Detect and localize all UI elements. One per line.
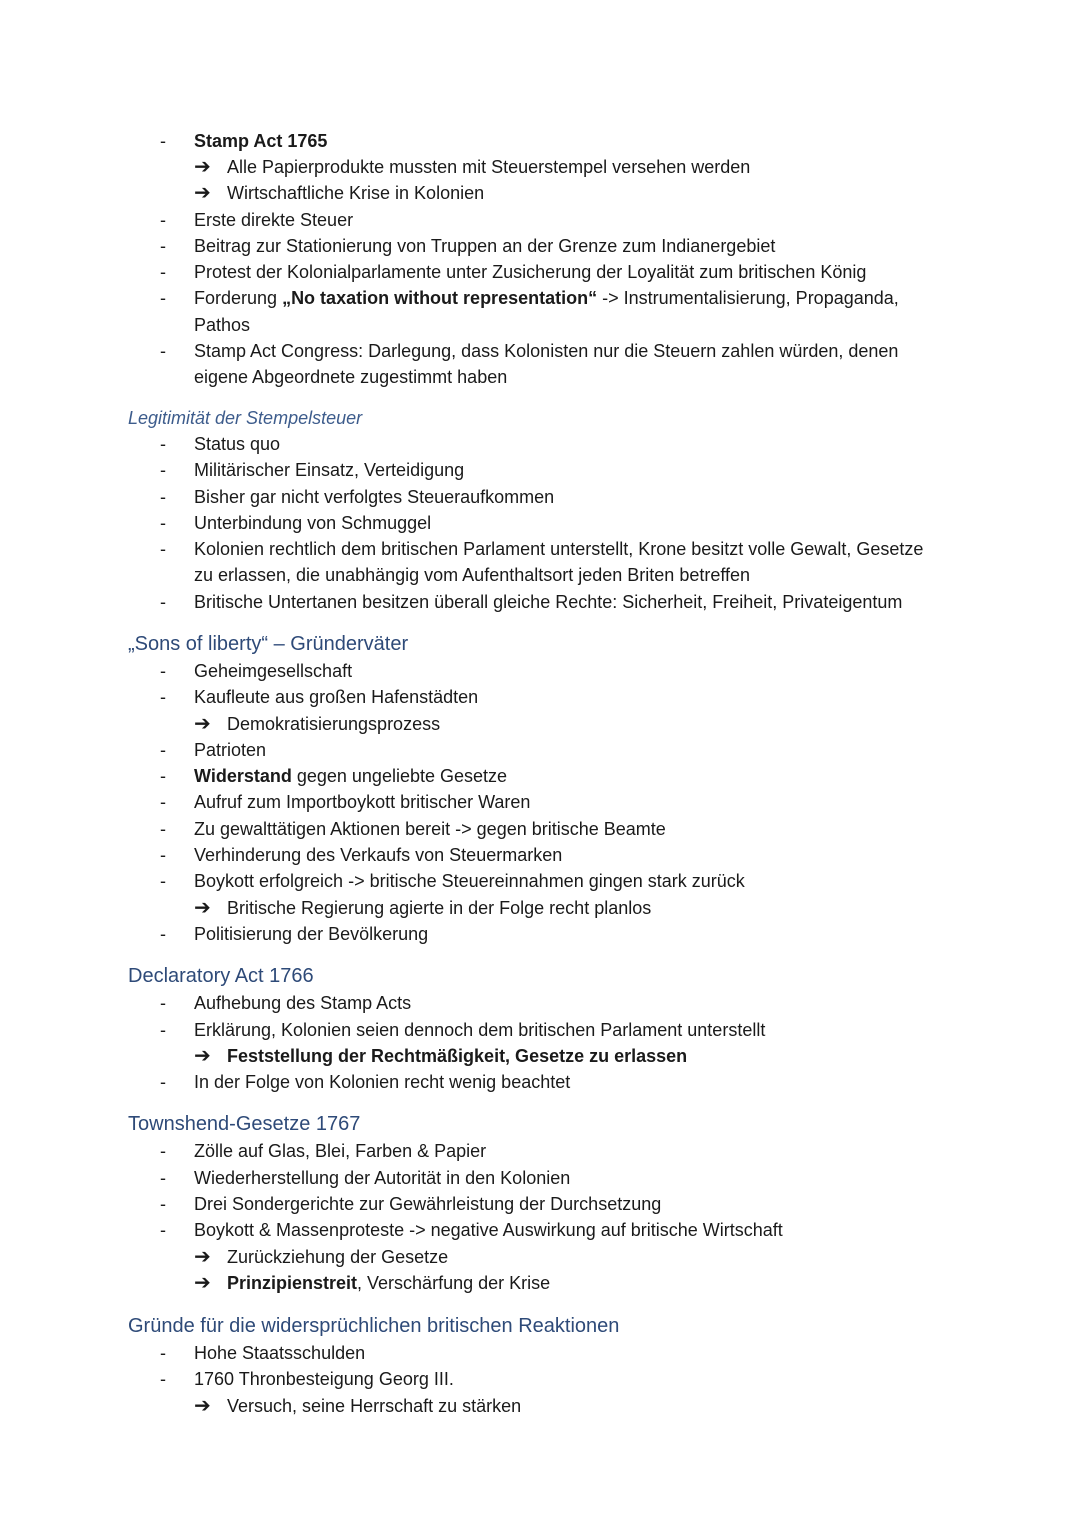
bullet-dash: - — [160, 740, 166, 760]
bullet-dash: - — [160, 434, 166, 454]
arrow-text: Versuch, seine Herrschaft zu stärken — [227, 1396, 522, 1416]
arrow-text: , Verschärfung der Krise — [357, 1273, 551, 1293]
arrow-icon: ➔ — [194, 1272, 211, 1294]
item-text: -> Instrumentalisierung, Propaganda, — [597, 288, 899, 308]
bullet-dash: - — [160, 1343, 166, 1363]
bullet-dash: - — [160, 210, 166, 230]
arrow-icon: ➔ — [194, 1246, 211, 1268]
arrow-icon: ➔ — [194, 713, 211, 735]
bullet-dash: - — [160, 539, 166, 559]
item-text: 1760 Thronbesteigung Georg III. — [194, 1369, 454, 1389]
item-text: Zölle auf Glas, Blei, Farben & Papier — [194, 1141, 487, 1161]
bullet-dash: - — [160, 513, 166, 533]
item-text: Boykott & Massenproteste -> negative Auswirkung auf britische Wirtschaft — [194, 1220, 783, 1240]
bullet-dash: - — [160, 1369, 166, 1389]
bullet-dash: - — [160, 460, 166, 480]
bullet-dash: - — [160, 687, 166, 707]
arrow-icon: ➔ — [194, 1045, 211, 1067]
arrow-icon: ➔ — [194, 897, 211, 919]
item-text: Aufhebung des Stamp Acts — [194, 993, 412, 1013]
bullet-dash: - — [160, 288, 166, 308]
item-text: Militärischer Einsatz, Verteidigung — [194, 460, 465, 480]
bullet-dash: - — [160, 592, 166, 612]
item-text: Boykott erfolgreich -> britische Steuereinnahmen gingen stark zurück — [194, 871, 745, 891]
bullet-dash: - — [160, 1020, 166, 1040]
item-text: Zu gewalttätigen Aktionen bereit -> gegen britische Beamte — [194, 819, 666, 839]
bullet-dash: - — [160, 792, 166, 812]
bullet-dash: - — [160, 819, 166, 839]
item-text: Erste direkte Steuer — [194, 210, 354, 230]
bullet-dash: - — [160, 871, 166, 891]
item-title: Stamp Act 1765 — [194, 131, 328, 151]
arrow-text: Britische Regierung agierte in der Folge recht planlos — [227, 898, 652, 918]
section-heading: Gründe für die widersprüchlichen britischen Reaktionen — [128, 1315, 620, 1337]
item-text: Britische Untertanen besitzen überall gleiche Rechte: Sicherheit, Freiheit, Privateigentum — [194, 592, 903, 612]
bullet-dash: - — [160, 1141, 166, 1161]
bullet-dash: - — [160, 766, 166, 786]
item-text: Geheimgesellschaft — [194, 661, 353, 681]
arrow-text: Feststellung der Rechtmäßigkeit, Gesetze zu erlassen — [227, 1046, 688, 1066]
arrow-text: Wirtschaftliche Krise in Kolonien — [227, 183, 485, 203]
bullet-dash: - — [160, 262, 166, 282]
arrow-text: Alle Papierprodukte mussten mit Steuerstempel versehen werden — [227, 157, 751, 177]
section-heading: Declaratory Act 1766 — [128, 965, 314, 987]
item-emphasis: Widerstand — [194, 766, 292, 786]
bullet-dash: - — [160, 236, 166, 256]
item-text: Hohe Staatsschulden — [194, 1343, 366, 1363]
arrow-text: Zurückziehung der Gesetze — [227, 1247, 449, 1267]
item-text: Beitrag zur Stationierung von Truppen an der Grenze zum Indianergebiet — [194, 236, 776, 256]
section-heading: Townshend-Gesetze 1767 — [128, 1113, 361, 1135]
item-text: eigene Abgeordnete zugestimmt haben — [194, 367, 508, 387]
item-text: zu erlassen, die unabhängig vom Aufenthaltsort jeden Briten betreffen — [194, 565, 751, 585]
item-text: Verhinderung des Verkaufs von Steuermarken — [194, 845, 563, 865]
item-text: Protest der Kolonialparlamente unter Zusicherung der Loyalität zum britischen König — [194, 262, 867, 282]
arrow-icon: ➔ — [194, 1395, 211, 1417]
item-text: In der Folge von Kolonien recht wenig beachtet — [194, 1072, 571, 1092]
bullet-dash: - — [160, 993, 166, 1013]
item-text: gegen ungeliebte Gesetze — [291, 766, 508, 786]
bullet-dash: - — [160, 487, 166, 507]
item-text: Patrioten — [194, 740, 267, 760]
bullet-dash: - — [160, 1072, 166, 1092]
arrow-icon: ➔ — [194, 156, 211, 178]
section-heading: „Sons of liberty“ – Gründerväter — [128, 633, 409, 655]
bullet-dash: - — [160, 1220, 166, 1240]
item-text: Unterbindung von Schmuggel — [194, 513, 432, 533]
bullet-dash: - — [160, 661, 166, 681]
item-text: Drei Sondergerichte zur Gewährleistung der Durchsetzung — [194, 1194, 662, 1214]
bullet-dash: - — [160, 924, 166, 944]
item-text: Pathos — [194, 315, 251, 335]
item-text: Politisierung der Bevölkerung — [194, 924, 429, 944]
item-text: Aufruf zum Importboykott britischer Waren — [194, 792, 531, 812]
item-text: Kaufleute aus großen Hafenstädten — [194, 687, 479, 707]
item-text: Erklärung, Kolonien seien dennoch dem britischen Parlament unterstellt — [194, 1020, 766, 1040]
slogan-text: „No taxation without representation“ — [282, 288, 598, 308]
item-text: Bisher gar nicht verfolgtes Steueraufkommen — [194, 487, 555, 507]
bullet-dash: - — [160, 341, 166, 361]
item-text: Kolonien rechtlich dem britischen Parlament unterstellt, Krone besitzt volle Gewalt, Gesetze — [194, 539, 924, 559]
section-heading: Legitimität der Stempelsteuer — [128, 408, 363, 428]
arrow-text: Demokratisierungsprozess — [227, 714, 441, 734]
item-text: Status quo — [194, 434, 281, 454]
bullet-dash: - — [160, 1194, 166, 1214]
item-text: Stamp Act Congress: Darlegung, dass Kolonisten nur die Steuern zahlen würden, denen — [194, 341, 899, 361]
arrow-icon: ➔ — [194, 182, 211, 204]
item-text: Forderung — [194, 288, 283, 308]
arrow-emphasis: Prinzipienstreit — [227, 1273, 358, 1293]
bullet-dash: - — [160, 131, 166, 151]
bullet-dash: - — [160, 845, 166, 865]
bullet-dash: - — [160, 1168, 166, 1188]
item-text: Wiederherstellung der Autorität in den Kolonien — [194, 1168, 571, 1188]
